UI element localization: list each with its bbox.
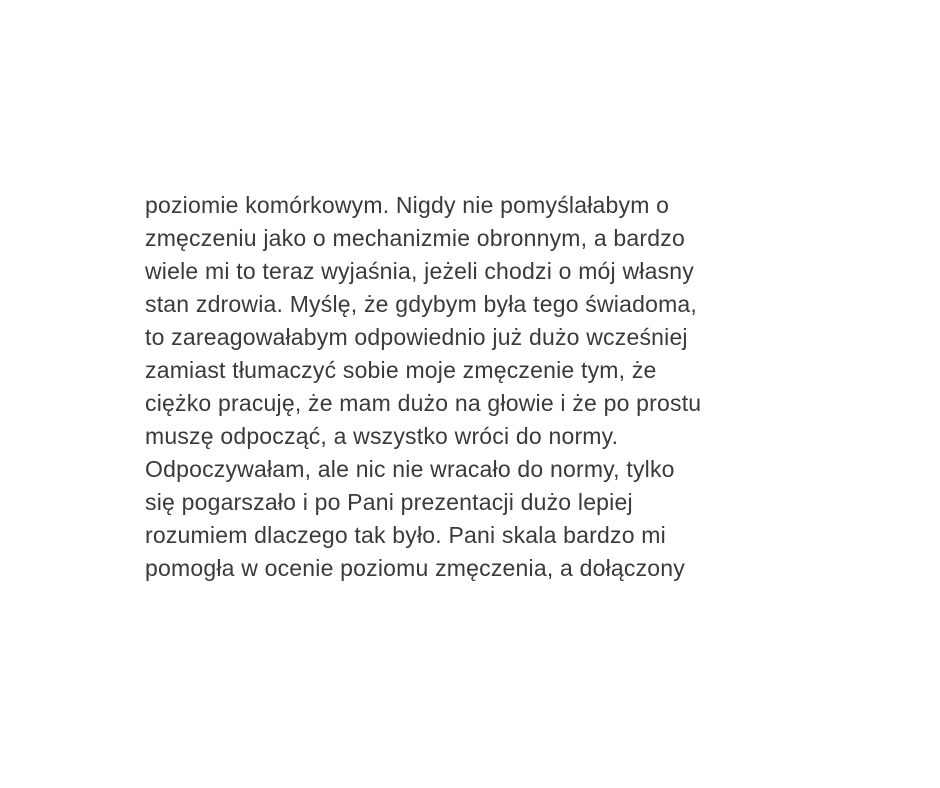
text-line: muszę odpocząć, a wszystko wróci do normy.	[145, 423, 619, 449]
text-line: wiele mi to teraz wyjaśnia, jeżeli chodzi o mój własny	[145, 258, 694, 284]
text-line: rozumiem dlaczego tak było. Pani skala bardzo mi	[145, 522, 666, 548]
text-line: stan zdrowia. Myślę, że gdybym była tego świadoma,	[145, 291, 698, 317]
text-line: poziomie komórkowym. Nigdy nie pomyślałabym o	[145, 192, 670, 218]
text-line: pomogła w ocenie poziomu zmęczenia, a dołączony	[145, 555, 685, 581]
text-line: zmęczeniu jako o mechanizmie obronnym, a bardzo	[145, 225, 685, 251]
text-line: zamiast tłumaczyć sobie moje zmęczenie tym, że	[145, 357, 657, 383]
text-line: to zareagowałabym odpowiednio już dużo wcześniej	[145, 324, 688, 350]
text-line: Odpoczywałam, ale nic nie wracało do normy, tylko	[145, 456, 675, 482]
text-line: się pogarszało i po Pani prezentacji dużo lepiej	[145, 489, 633, 515]
text-line: ciężko pracuję, że mam dużo na głowie i że po prostu	[145, 390, 702, 416]
testimonial-text-block	[145, 189, 825, 585]
